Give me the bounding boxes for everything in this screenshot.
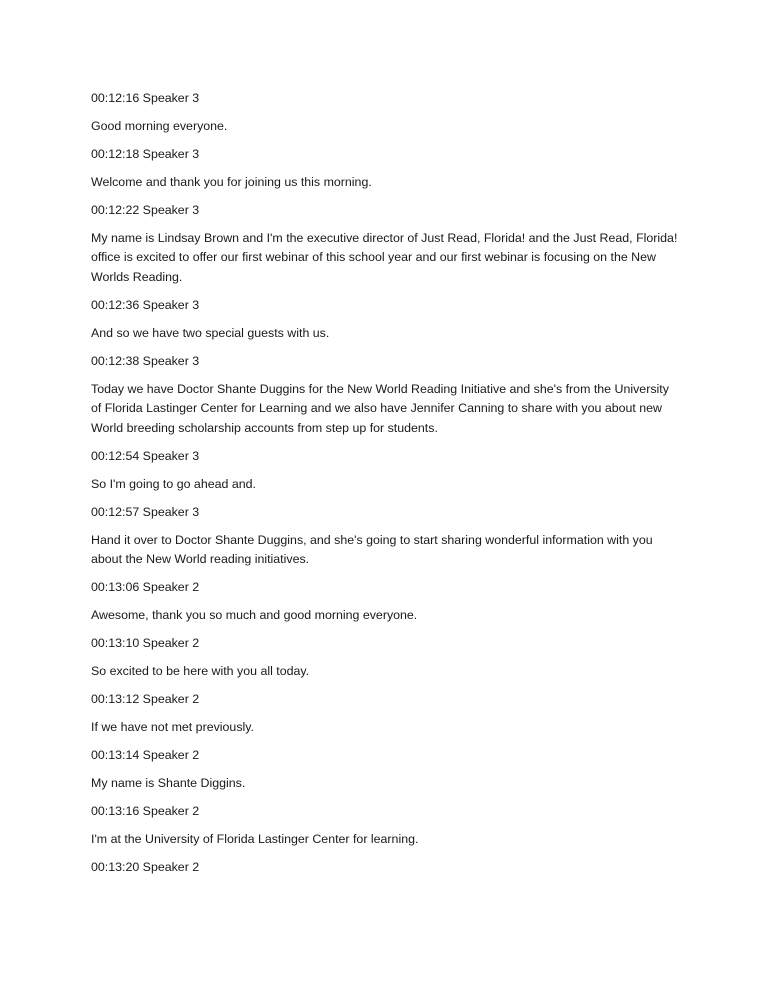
entry-text: Welcome and thank you for joining us this morning. xyxy=(91,175,372,189)
entry-text: If we have not met previously. xyxy=(91,720,254,735)
entry-timestamp: 00:12:57 Speaker 3 xyxy=(91,504,200,519)
transcript-entry xyxy=(91,634,678,681)
entry-text: So I'm going to go ahead and. xyxy=(91,476,256,491)
entry-text: My name is Lindsay Brown and I'm the executive director of Just Read, Florida! and the Just Read, Florida! office is excited to offer our first webinar of this school year and our first webinar is focusing on the New Worlds Reading. xyxy=(91,231,678,284)
entry-timestamp: 00:12:22 Speaker 3 xyxy=(91,203,200,217)
entry-text: Awesome, thank you so much and good morning everyone. xyxy=(91,608,418,623)
transcript-entry xyxy=(91,352,678,438)
transcript-entry xyxy=(91,145,678,192)
entry-text: Today we have Doctor Shante Duggins for the New World Reading Initiative and she's from the University of Florida Lastinger Center for Learning and we also have Jennifer Canning to share with you about new World breeding scholarship accounts from step up for students. xyxy=(91,381,669,435)
transcript-entry xyxy=(91,296,678,343)
entry-timestamp: 00:12:54 Speaker 3 xyxy=(91,448,200,463)
entry-timestamp: 00:12:36 Speaker 3 xyxy=(91,297,200,312)
entry-text: I'm at the University of Florida Lastinger Center for learning. xyxy=(91,832,419,847)
entry-text: Good morning everyone. xyxy=(91,119,228,133)
transcript-entry xyxy=(91,201,678,287)
transcript-entry xyxy=(91,89,678,136)
transcript-entry xyxy=(91,858,678,877)
entry-timestamp: 00:13:20 Speaker 2 xyxy=(91,860,200,875)
transcript-entry xyxy=(91,503,678,570)
entry-timestamp: 00:13:14 Speaker 2 xyxy=(91,748,200,763)
transcript-entry xyxy=(91,447,678,494)
entry-timestamp: 00:13:06 Speaker 2 xyxy=(91,580,200,595)
entry-timestamp: 00:12:38 Speaker 3 xyxy=(91,353,200,368)
entry-text: So excited to be here with you all today. xyxy=(91,664,310,679)
transcript-entry xyxy=(91,578,678,625)
entry-timestamp: 00:13:10 Speaker 2 xyxy=(91,636,200,651)
entry-timestamp: 00:13:12 Speaker 2 xyxy=(91,692,200,707)
entry-timestamp: 00:12:16 Speaker 3 xyxy=(91,91,200,105)
entry-text: My name is Shante Diggins. xyxy=(91,776,246,791)
entry-text: And so we have two special guests with us. xyxy=(91,325,330,340)
transcript-entry xyxy=(91,802,678,849)
entry-text: Hand it over to Doctor Shante Duggins, and she's going to start sharing wonderful information with you about the New World reading initiatives. xyxy=(91,532,653,567)
entry-timestamp: 00:13:16 Speaker 2 xyxy=(91,804,200,819)
entry-timestamp: 00:12:18 Speaker 3 xyxy=(91,147,200,161)
transcript-entry xyxy=(91,690,678,737)
transcript-entry xyxy=(91,746,678,793)
